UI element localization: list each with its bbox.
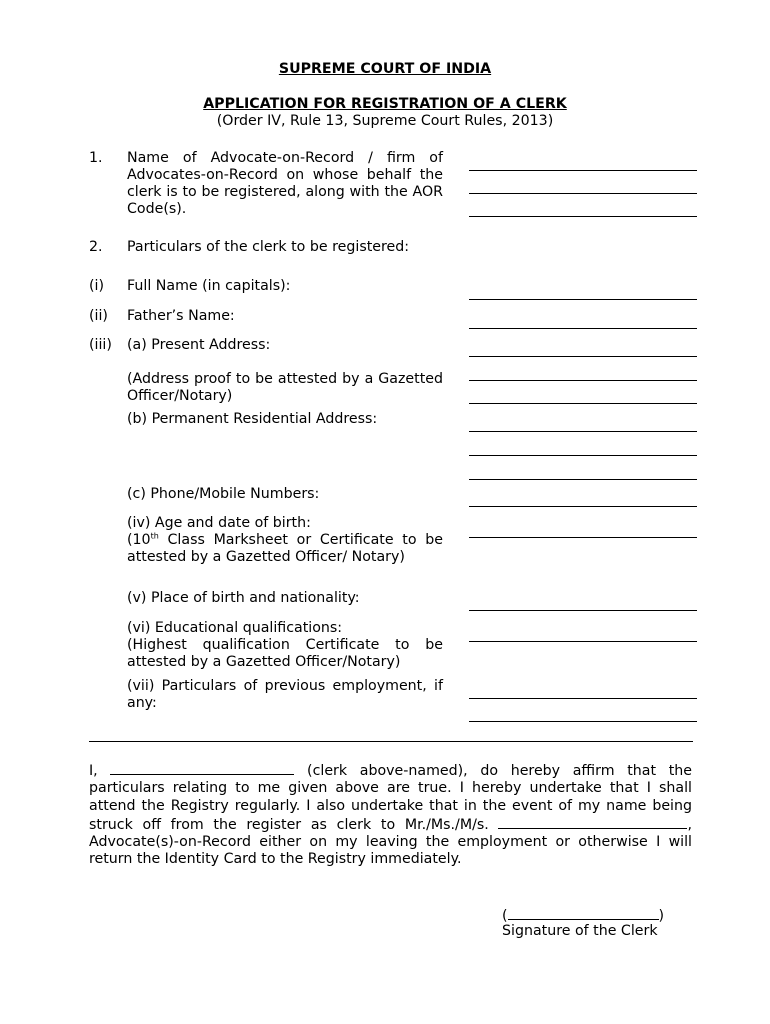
present-address-line-1[interactable] xyxy=(469,356,697,357)
phone-label: (c) Phone/Mobile Numbers: xyxy=(127,486,320,502)
permanent-address-line-3[interactable] xyxy=(469,479,697,480)
advocate-name-blank[interactable] xyxy=(498,815,687,829)
phone-line[interactable] xyxy=(469,506,697,507)
address-proof-note: (Address proof to be attested by a Gazetted Officer/Notary) xyxy=(127,371,443,404)
birthplace-line[interactable] xyxy=(469,610,697,611)
marksheet-note-open: (10 xyxy=(127,532,151,548)
age-dob-line[interactable] xyxy=(469,537,697,538)
court-name: SUPREME COURT OF INDIA xyxy=(278,61,492,77)
marksheet-note-superscript: th xyxy=(150,531,159,541)
declaration-intro: I, xyxy=(89,763,98,779)
item-1-text: Name of Advocate-on-Record / firm of Advocates-on-Record on whose behalf the clerk is to be registered, along with the AOR Code(s). xyxy=(127,150,443,217)
previous-employment-line-1[interactable] xyxy=(469,698,697,699)
form-title: APPLICATION FOR REGISTRATION OF A CLERK xyxy=(203,96,567,112)
previous-employment-line-2[interactable] xyxy=(469,721,697,722)
marksheet-note xyxy=(127,532,443,566)
fathers-name-label: Father’s Name: xyxy=(127,308,235,324)
present-address-line-2[interactable] xyxy=(469,380,697,381)
full-name-label: Full Name (in capitals): xyxy=(127,278,291,294)
item-1-answer-line-1[interactable] xyxy=(469,170,697,171)
clerk-name-blank[interactable] xyxy=(110,761,294,775)
declaration-body: (clerk above-named), do hereby affirm that the particulars relating to me given above are true. I hereby undertake that I shall attend the Registry regularly. I also undertake that in the event of my name being struck off from the register as clerk to Mr./Ms./M/s. xyxy=(89,763,692,833)
previous-employment-label: (vii) Particulars of previous employment, if any: xyxy=(127,678,443,711)
sub-ii-number: (ii) xyxy=(89,308,108,324)
education-note: (Highest qualification Certificate to be attested by a Gazetted Officer/Notary) xyxy=(127,637,443,670)
education-line[interactable] xyxy=(469,641,697,642)
section-divider xyxy=(89,741,693,742)
rule-reference: (Order IV, Rule 13, Supreme Court Rules, 2013) xyxy=(216,113,554,129)
declaration-paragraph xyxy=(89,761,692,869)
signature-blank[interactable] xyxy=(508,906,659,920)
signature-open-paren: ( xyxy=(502,908,508,924)
item-2-text: Particulars of the clerk to be registered: xyxy=(127,239,410,255)
item-1-answer-line-2[interactable] xyxy=(469,193,697,194)
age-dob-label: (iv) Age and date of birth: xyxy=(127,515,311,531)
item-2-number: 2. xyxy=(89,239,103,255)
signature-label: Signature of the Clerk xyxy=(502,923,658,939)
permanent-address-line-2[interactable] xyxy=(469,455,697,456)
permanent-address-label: (b) Permanent Residential Address: xyxy=(127,411,378,427)
item-1-number: 1. xyxy=(89,150,103,166)
present-address-line-3[interactable] xyxy=(469,403,697,404)
declaration-closing: , Advocate(s)-on-Record either on my leaving the employment or otherwise I will return the Identity Card to the Registry immediately. xyxy=(89,816,692,868)
present-address-label: (a) Present Address: xyxy=(127,337,271,353)
sub-i-number: (i) xyxy=(89,278,105,294)
fathers-name-line[interactable] xyxy=(469,328,697,329)
item-1-answer-line-3[interactable] xyxy=(469,216,697,217)
permanent-address-line-1[interactable] xyxy=(469,431,697,432)
education-label: (vi) Educational qualifications: xyxy=(127,620,343,636)
full-name-line[interactable] xyxy=(469,299,697,300)
marksheet-note-rest: Class Marksheet or Certificate to be attested by a Gazetted Officer/ Notary) xyxy=(127,532,443,565)
sub-iii-number: (iii) xyxy=(89,337,112,353)
signature-close-paren: ) xyxy=(658,908,665,924)
birthplace-label: (v) Place of birth and nationality: xyxy=(127,590,360,606)
